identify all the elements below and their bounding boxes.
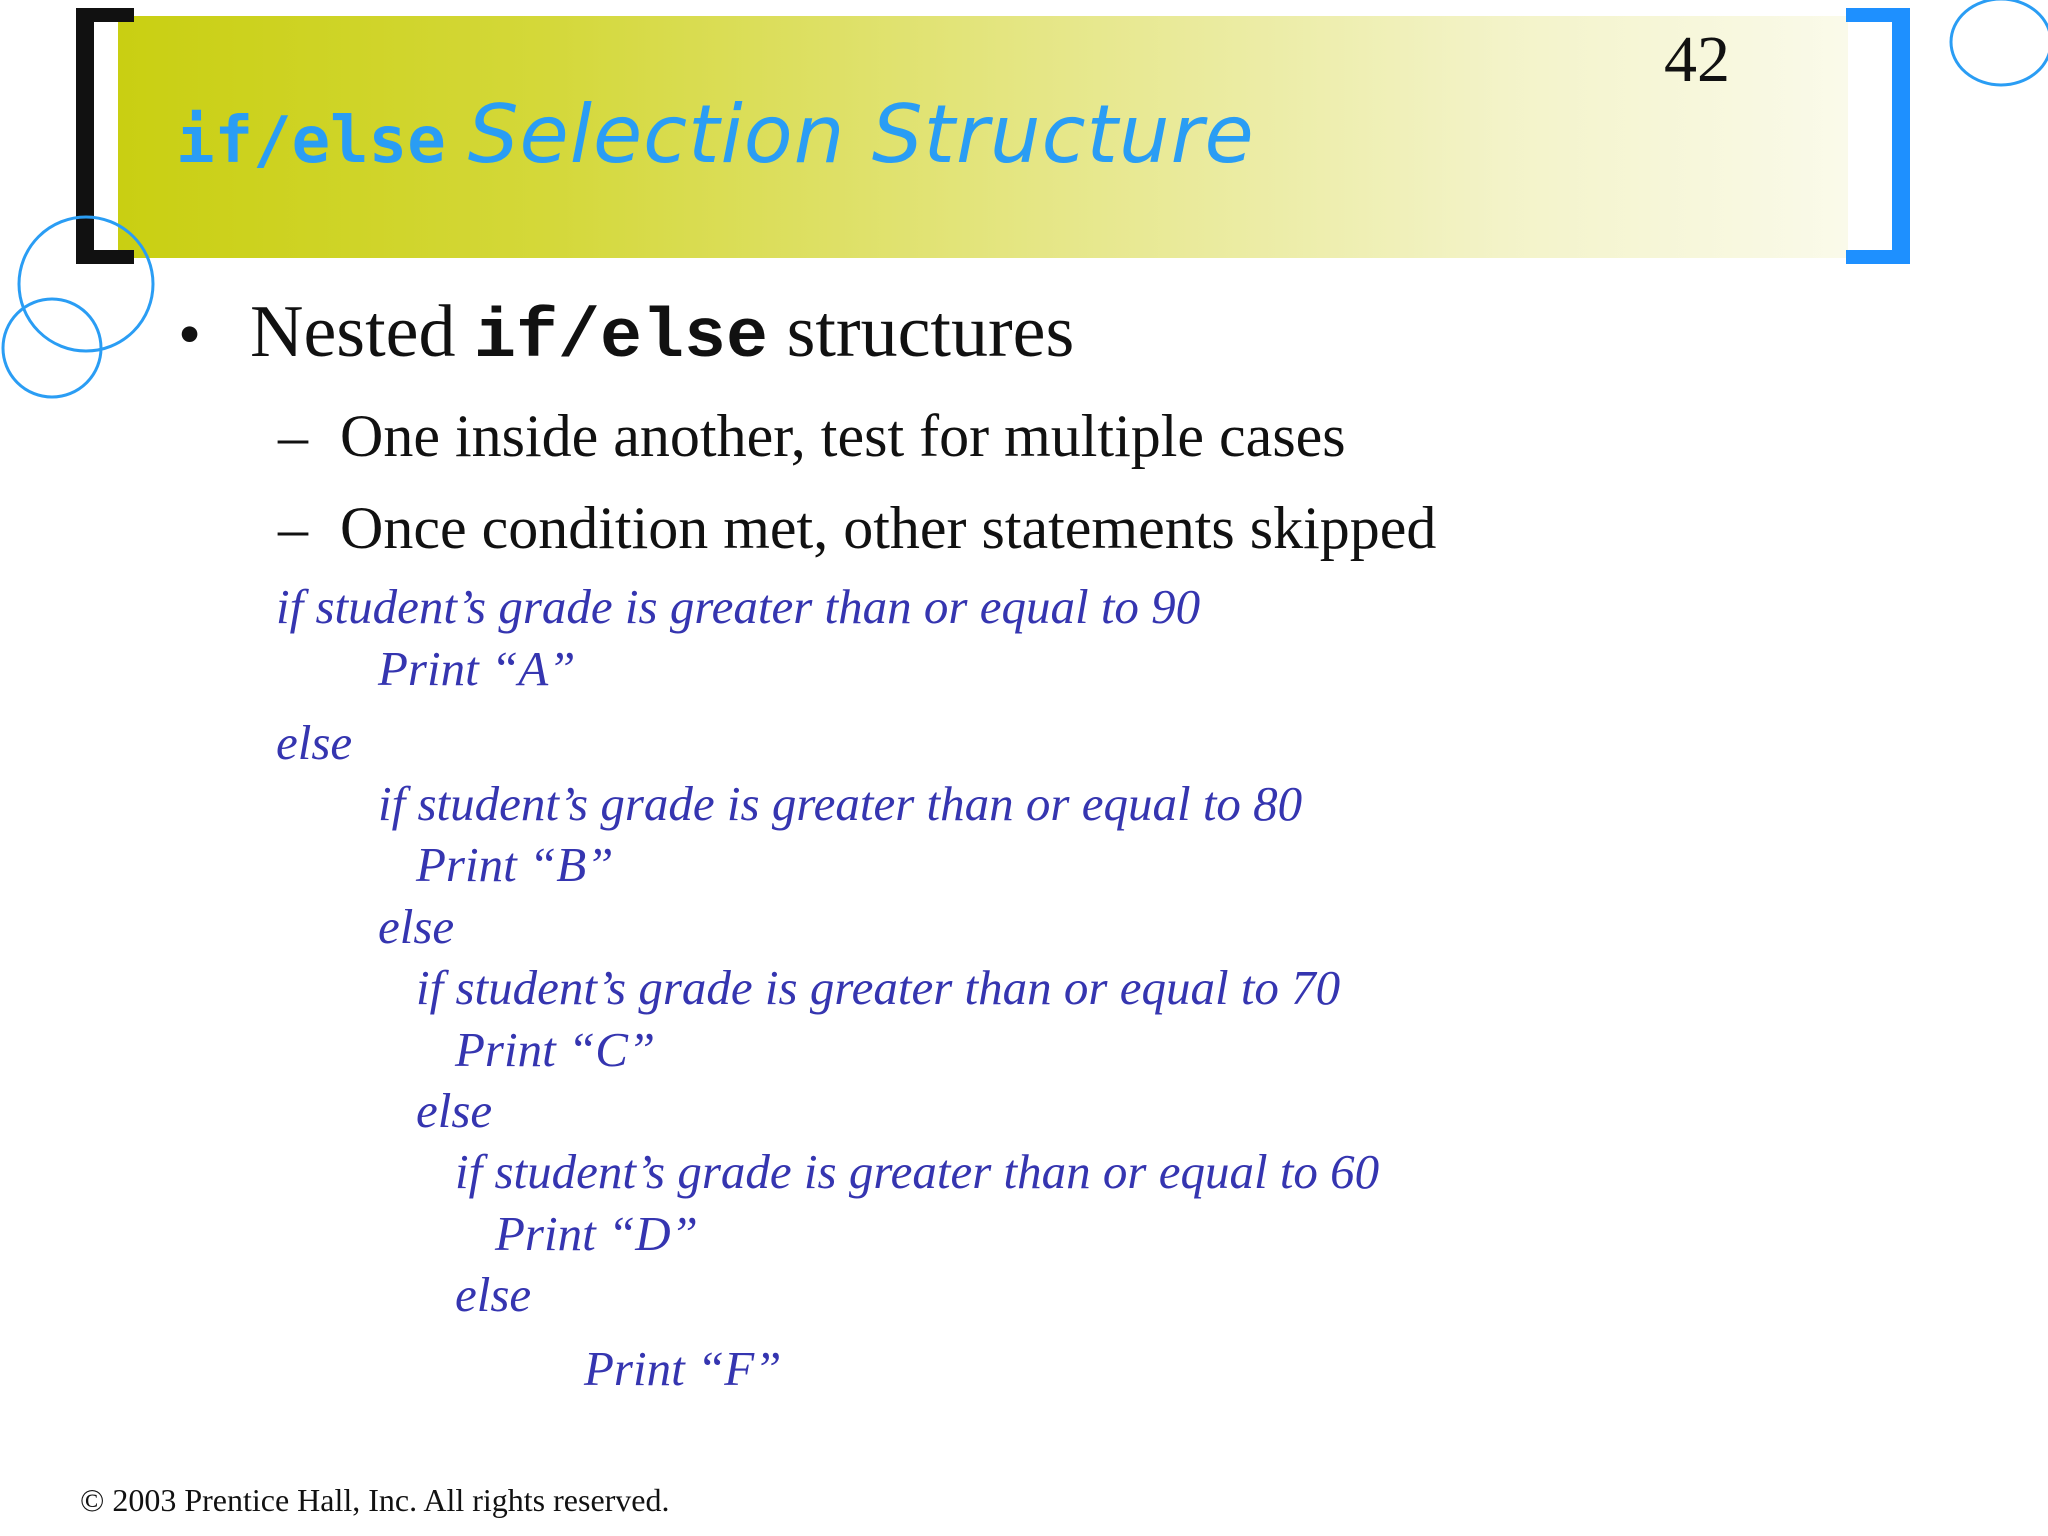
circle-left-lower — [3, 299, 101, 397]
pseudocode-line: Print “F” — [584, 1341, 782, 1396]
pseudocode-line: Print “A” — [378, 641, 576, 696]
pseudocode-line: if student’s grade is greater than or equal to 90 — [276, 579, 1201, 634]
title-code: if/else — [176, 104, 446, 178]
bullet-marker: • — [178, 298, 202, 371]
main-bullet — [178, 290, 1074, 378]
copyright-footer: © 2003 Prentice Hall, Inc. All rights reserved. — [80, 1482, 670, 1518]
title-text: Selection Structure — [467, 88, 1255, 181]
pseudocode-line: Print “D” — [495, 1206, 698, 1261]
circle-right — [1951, 0, 2048, 85]
sub-bullet-marker: – — [278, 403, 308, 469]
bullet-text-after: structures — [768, 291, 1075, 373]
pseudocode-line: else — [416, 1083, 493, 1138]
sub-bullet-text: One inside another, test for multiple cases — [340, 403, 1346, 469]
pseudocode-line: Print “B” — [416, 837, 614, 892]
pseudocode-line: else — [455, 1267, 532, 1322]
bullet-code: if/else — [474, 299, 769, 378]
pseudocode-line: else — [378, 899, 455, 954]
slide-title — [176, 88, 1255, 198]
pseudocode-line: if student’s grade is greater than or equal to 60 — [455, 1144, 1380, 1199]
pseudocode-line: if student’s grade is greater than or equal to 80 — [378, 776, 1303, 831]
right-bracket-shape — [1846, 8, 1910, 264]
sub-bullet-marker: – — [278, 495, 308, 561]
sub-bullet — [278, 402, 1346, 471]
slide-number: 42 — [1664, 23, 1730, 96]
bullet-text-before: Nested — [250, 291, 474, 373]
sub-bullet — [278, 494, 1436, 563]
pseudocode-line: Print “C” — [455, 1022, 656, 1077]
pseudocode-line: else — [276, 715, 353, 770]
sub-bullet-text: Once condition met, other statements skipped — [340, 495, 1437, 561]
pseudocode-line: if student’s grade is greater than or equal to 70 — [416, 960, 1341, 1015]
